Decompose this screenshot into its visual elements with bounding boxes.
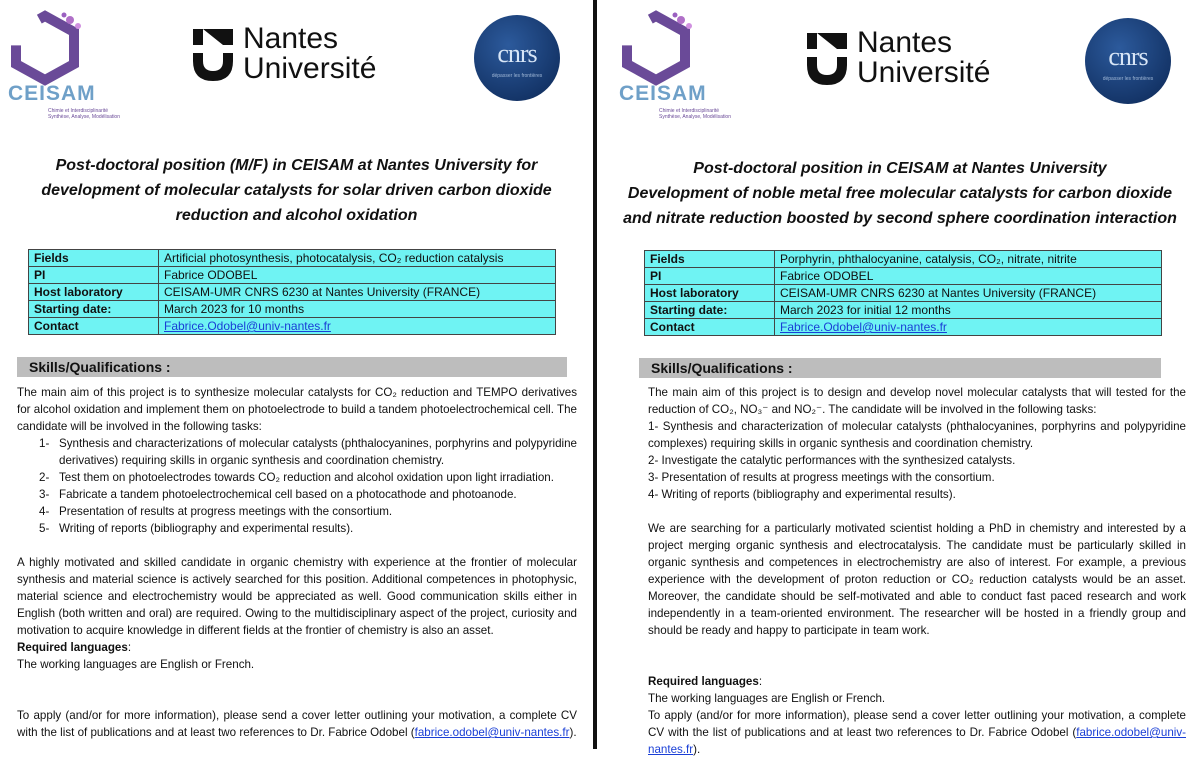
skills-heading: Skills/Qualifications :: [639, 358, 1161, 378]
posting-body: [648, 384, 1186, 758]
table-row: PI Fabrice ODOBEL: [29, 267, 556, 284]
list-item: 5- Writing of reports (bibliography and experimental results).: [39, 522, 354, 535]
nantes-universite-logo: [807, 28, 1047, 98]
info-table: [28, 249, 556, 335]
contact-email-link[interactable]: Fabrice.Odobel@univ-nantes.fr: [164, 319, 331, 333]
apply-paragraph: To apply (and/or for more information), please send a cover letter outlining your motivation, a complete CV with the list of publications and at least two references to Dr. Fabrice Odobel (fabrice.odobel@univ-nantes.fr).: [17, 709, 577, 739]
list-item: 4- Presentation of results at progress meetings with the consortium.: [39, 505, 393, 518]
nantes-u-icon: [193, 29, 233, 79]
right-job-posting: [597, 0, 1200, 756]
table-row: Fields Porphyrin, phthalocyanine, catalysis, CO₂, nitrate, nitrite: [645, 251, 1162, 268]
posting-title: Post-doctoral position in CEISAM at Nantes University Development of noble metal free molecular catalysts for carbon dioxide and nitrate reduction boosted by second sphere coordination interaction: [623, 160, 1177, 227]
skills-heading: Skills/Qualifications :: [17, 357, 567, 377]
nantes-universite-text: Nantes Université: [243, 22, 377, 85]
list-item: 3- Fabricate a tandem photoelectrochemical cell based on a photocathode and photoanode.: [39, 488, 517, 501]
list-item: 1- Synthesis and characterization of molecular catalysts (phthalocyanines, porphyrins and polypyridine complexes) requiring skills in organic synthesis and coordination chemistry.: [648, 420, 1186, 450]
ceisam-logo: [619, 12, 739, 137]
cnrs-logo: cnrs dépasser les frontières: [1085, 18, 1171, 104]
table-row: Host laboratory CEISAM-UMR CNRS 6230 at Nantes University (FRANCE): [645, 285, 1162, 302]
ceisam-logo: [8, 12, 128, 137]
table-row: Starting date: March 2023 for 10 months: [29, 301, 556, 318]
ceisam-wordmark: CEISAM: [8, 82, 96, 105]
ceisam-hexagon-icon: [8, 12, 83, 82]
posting-title: Post-doctoral position (M/F) in CEISAM at Nantes University for development of molecular catalysts for solar driven carbon dioxide reduction and alcohol oxidation: [41, 157, 552, 224]
list-item: 4- Writing of reports (bibliography and experimental results).: [648, 488, 956, 501]
posting-body: [17, 384, 577, 741]
list-item: 3- Presentation of results at progress meetings with the consortium.: [648, 471, 995, 484]
intro-paragraph: The main aim of this project is to synthesize molecular catalysts for CO₂ reduction and TEMPO derivatives for alcohol oxidation and implement them on photoelectrode to build a tandem photoelectrochemical cell. The candidate will be involved in the following tasks:: [17, 386, 577, 433]
languages-text: The working languages are English or French.: [648, 692, 886, 705]
table-row: Contact Fabrice.Odobel@univ-nantes.fr: [29, 318, 556, 335]
contact-email-link[interactable]: Fabrice.Odobel@univ-nantes.fr: [780, 320, 947, 334]
nantes-universite-logo: [193, 24, 433, 94]
ceisam-tagline: Chimie et Interdisciplinarité Synthèse, Analyse, Modélisation: [48, 108, 120, 120]
languages-text: The working languages are English or French.: [17, 658, 255, 671]
task-list: [17, 435, 577, 537]
apply-paragraph: To apply (and/or for more information), please send a cover letter outlining your motivation, a complete CV with the list of publications and at least two references to Dr. Fabrice Odobel (fabrice.odobel@univ-nantes.fr).: [648, 709, 1186, 756]
profile-paragraph: We are searching for a particularly motivated scientist holding a PhD in chemistry and interested by a project merging organic synthesis and electrocatalysis. The candidate must be particularly skilled in organic synthesis and competences in electrochemistry are also of interest. For example, a previous experience with the development of proton reduction or CO₂ reduction catalysts would be an asset. Moreover, the candidate should be self-motivated and able to conduct fast paced research and work independently in a team-oriented environment. The researcher will be hosted in a friendly group and should be ready and happy to participate in team work.: [648, 522, 1186, 637]
ceisam-hexagon-icon: [619, 12, 694, 82]
info-table: [644, 250, 1162, 336]
apply-email-link[interactable]: fabrice.odobel@univ-nantes.fr: [414, 726, 570, 739]
table-row: Starting date: March 2023 for initial 12 months: [645, 302, 1162, 319]
intro-paragraph: The main aim of this project is to design and develop novel molecular catalysts that will tested for the reduction of CO₂, NO₃⁻ and NO₂⁻. The candidate will be involved in the following tasks:: [648, 386, 1186, 416]
list-item: 2- Test them on photoelectrodes towards CO₂ reduction and alcohol oxidation upon light irradiation.: [39, 471, 554, 484]
languages-heading: Required languages:: [17, 641, 132, 654]
table-row: PI Fabrice ODOBEL: [645, 268, 1162, 285]
ceisam-tagline: Chimie et Interdisciplinarité Synthèse, Analyse, Modélisation: [659, 108, 731, 120]
table-row: Fields Artificial photosynthesis, photocatalysis, CO₂ reduction catalysis: [29, 250, 556, 267]
ceisam-wordmark: CEISAM: [619, 82, 707, 105]
table-row: Contact Fabrice.Odobel@univ-nantes.fr: [645, 319, 1162, 336]
left-job-posting: [0, 0, 593, 749]
list-item: 2- Investigate the catalytic performances with the synthesized catalysts.: [648, 454, 1016, 467]
table-row: Host laboratory CEISAM-UMR CNRS 6230 at Nantes University (FRANCE): [29, 284, 556, 301]
nantes-universite-text: Nantes Université: [857, 26, 991, 89]
cnrs-logo: cnrs dépasser les frontières: [474, 15, 560, 101]
languages-heading: Required languages:: [648, 675, 763, 688]
list-item: 1- Synthesis and characterizations of molecular catalysts (phthalocyanines, porphyrins and polypyridine derivatives) requiring skills in organic synthesis and coordination chemistry.: [39, 437, 577, 467]
apply-email-link[interactable]: fabrice.odobel@univ-nantes.fr: [648, 726, 1186, 756]
nantes-u-icon: [807, 33, 847, 83]
profile-paragraph: A highly motivated and skilled candidate in organic chemistry with experience at the frontier of molecular synthesis and material science is actively searched for this position. Additional competences in photophysic, material science and electrochemistry would be appreciated as well. Good communication skills either in English (both written and oral) are required. Owing to the multidisciplinary aspect of the project, curiosity and motivation to acquire knowledge in different fields at the frontier of chemistry is also an asset.: [17, 556, 577, 637]
